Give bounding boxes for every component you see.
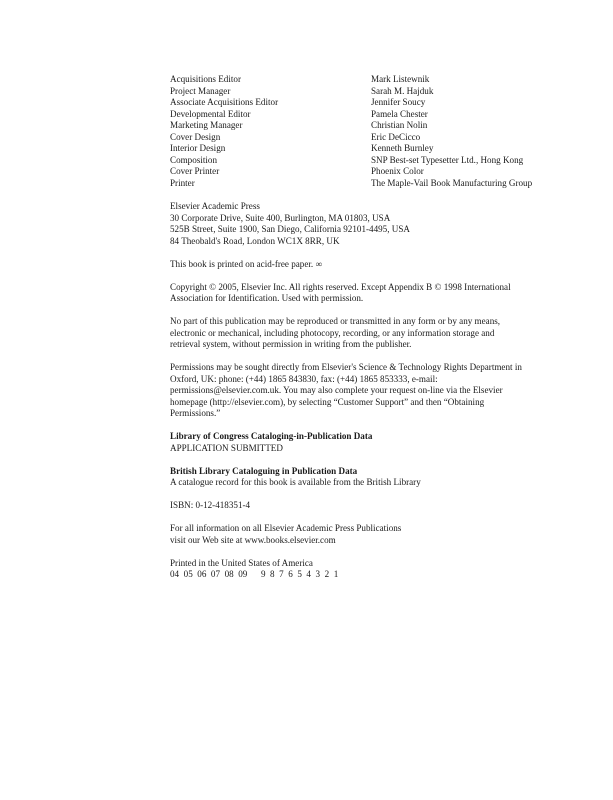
permissions-line: permissions@elsevier.com.uk. You may also complete your request on-line via the Elsevier xyxy=(170,385,503,395)
loc-heading: Library of Congress Cataloging-in-Publication Data xyxy=(170,431,373,441)
credit-row xyxy=(170,155,570,167)
printed-in: Printed in the United States of America xyxy=(170,557,313,568)
credits-list xyxy=(170,74,570,189)
reproduction-line: retrieval system, without permission in writing from the publisher. xyxy=(170,339,412,349)
credit-name: Sarah M. Hajduk xyxy=(371,85,434,96)
credit-role: Acquisitions Editor xyxy=(170,74,241,84)
credit-name: Eric DeCicco xyxy=(371,131,421,142)
permissions-line: Permissions may be sought directly from Elsevier's Science & Technology Rights Department in xyxy=(170,362,522,372)
british-library-text: A catalogue record for this book is available from the British Library xyxy=(170,477,421,487)
permissions-notice xyxy=(170,362,565,420)
credit-name: Kenneth Burnley xyxy=(371,143,434,153)
credit-role: Project Manager xyxy=(170,85,231,96)
credit-row xyxy=(170,132,570,144)
permissions-line: homepage (http://elsevier.com), by selecting “Customer Support” and then “Obtaining xyxy=(170,396,485,407)
acid-free-notice xyxy=(170,259,565,271)
credit-row xyxy=(170,109,570,121)
imprint-body xyxy=(170,201,565,592)
isbn-block xyxy=(170,500,565,512)
credit-row xyxy=(170,74,570,86)
address-line: 525B Street, Suite 1900, San Diego, California 92101-4495, USA xyxy=(170,224,410,234)
loc-text: APPLICATION SUBMITTED xyxy=(170,442,283,453)
loc-cip xyxy=(170,431,565,454)
credit-name: Jennifer Soucy xyxy=(371,97,426,107)
info-block xyxy=(170,523,565,546)
credit-role: Developmental Editor xyxy=(170,108,251,119)
copyright-notice xyxy=(170,282,565,305)
credit-name: Christian Nolin xyxy=(371,120,428,130)
publisher-name: Elsevier Academic Press xyxy=(170,201,260,211)
british-library-heading: British Library Cataloguing in Publication Data xyxy=(170,465,358,476)
credit-row xyxy=(170,178,570,190)
credit-name: Phoenix Color xyxy=(371,166,424,176)
isbn: ISBN: 0-12-418351-4 xyxy=(170,500,251,510)
printing-info xyxy=(170,558,565,581)
copyright-line: Copyright © 2005, Elsevier Inc. All rights reserved. Except Appendix B © 1998 International xyxy=(170,281,511,292)
credit-name: Mark Listewnik xyxy=(371,74,430,84)
info-line: For all information on all Elsevier Academic Press Publications xyxy=(170,523,402,533)
credit-role: Composition xyxy=(170,154,217,165)
credit-row xyxy=(170,166,570,178)
acid-free-text: This book is printed on acid-free paper. ∞ xyxy=(170,258,322,269)
copyright-line: Association for Identification. Used with permission. xyxy=(170,293,364,303)
credit-role: Cover Printer xyxy=(170,166,220,176)
credit-role: Interior Design xyxy=(170,143,226,153)
printing-numbers xyxy=(170,569,565,581)
credit-row xyxy=(170,120,570,132)
credit-row xyxy=(170,143,570,155)
credit-role: Marketing Manager xyxy=(170,120,243,130)
credit-name: SNP Best-set Typesetter Ltd., Hong Kong xyxy=(371,154,524,165)
permissions-line: Permissions.” xyxy=(170,408,221,418)
info-line: visit our Web site at www.books.elsevier.com xyxy=(170,534,336,545)
publisher-address xyxy=(170,201,565,247)
printing-years: 04 05 06 07 08 09 xyxy=(170,569,248,579)
reproduction-line: electronic or mechanical, including photocopy, recording, or any information storage and xyxy=(170,327,495,338)
credit-role: Printer xyxy=(170,177,195,188)
credit-role: Cover Design xyxy=(170,131,221,142)
address-line: 30 Corporate Drive, Suite 400, Burlington, MA 01803, USA xyxy=(170,212,391,223)
credit-role: Associate Acquisitions Editor xyxy=(170,97,279,107)
credit-name: Pamela Chester xyxy=(371,108,428,119)
british-library-cip xyxy=(170,466,565,489)
credit-row xyxy=(170,86,570,98)
credit-name: The Maple-Vail Book Manufacturing Group xyxy=(371,177,533,188)
impression-line: 9 8 7 6 5 4 3 2 1 xyxy=(260,569,339,579)
permissions-line: Oxford, UK: phone: (+44) 1865 843830, fax: (+44) 1865 853333, e-mail: xyxy=(170,373,438,384)
address-line: 84 Theobald's Road, London WC1X 8RR, UK xyxy=(170,235,340,246)
reproduction-line: No part of this publication may be reproduced or transmitted in any form or by any means, xyxy=(170,316,501,326)
reproduction-notice xyxy=(170,316,565,351)
credit-row xyxy=(170,97,570,109)
